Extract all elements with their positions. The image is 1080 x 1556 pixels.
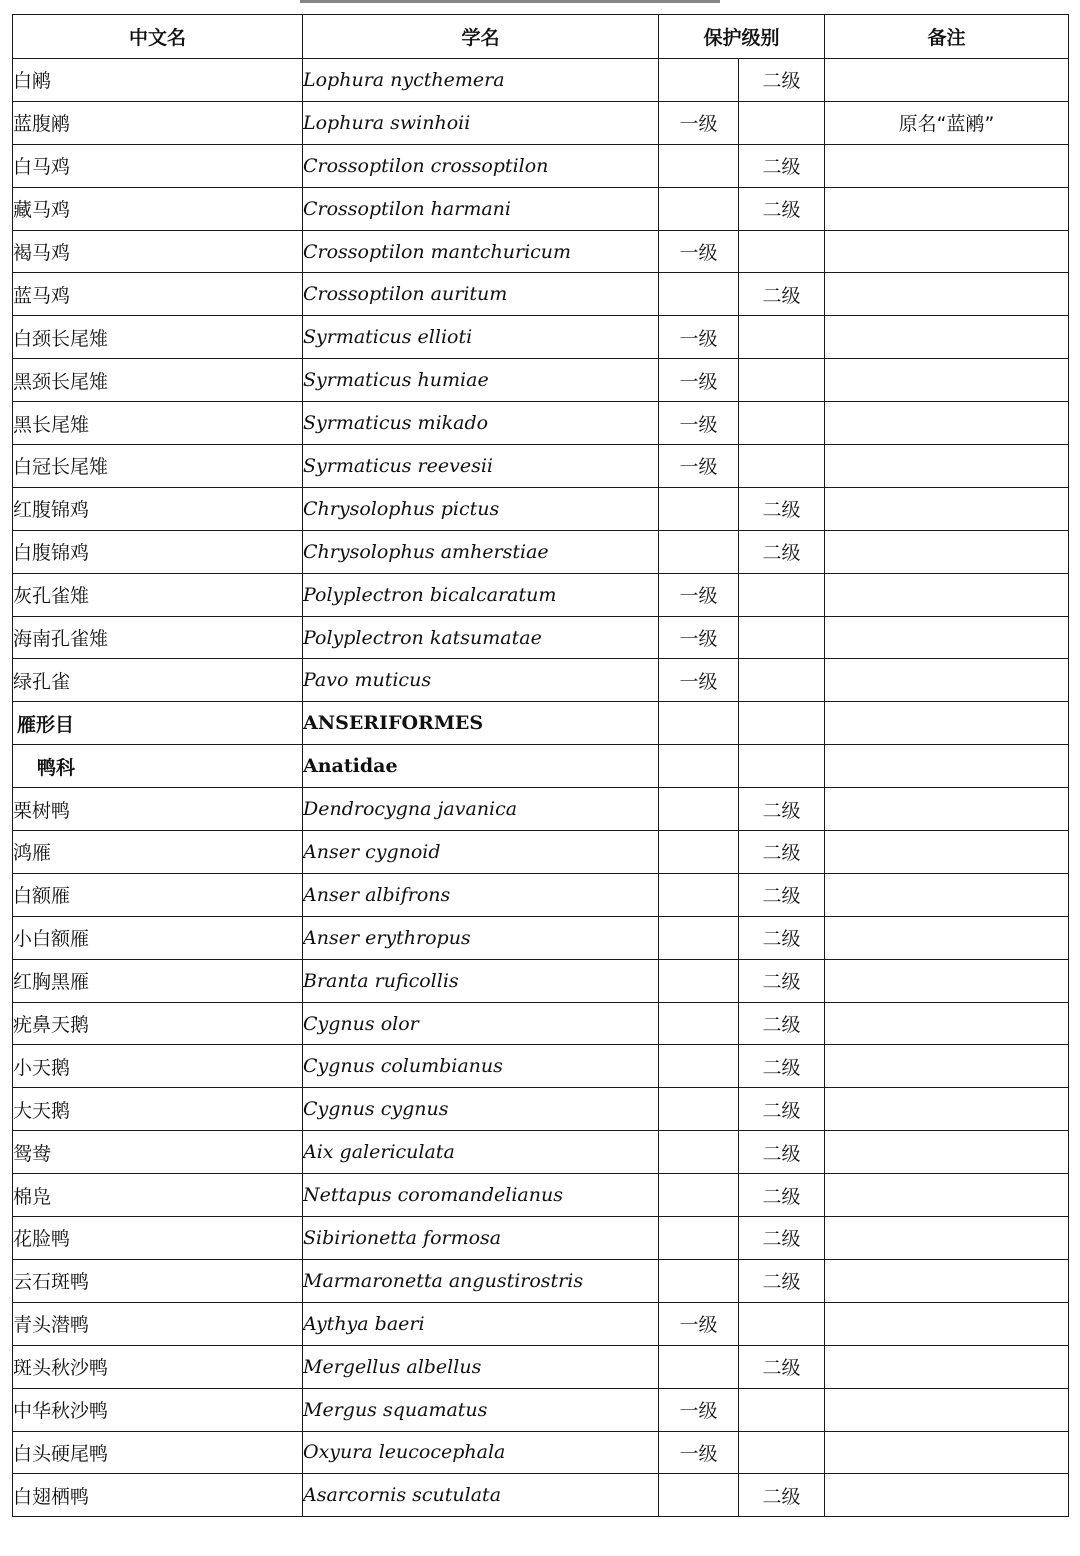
table-row xyxy=(13,788,1069,831)
cell-level-1: 一级 xyxy=(659,230,739,273)
cell-note xyxy=(825,273,1069,316)
cell-level-2 xyxy=(739,659,825,702)
cell-cn-name: 鸳鸯 xyxy=(13,1131,303,1174)
table-row xyxy=(13,1345,1069,1388)
cell-cn-name: 蓝马鸡 xyxy=(13,273,303,316)
table-row xyxy=(13,59,1069,102)
cell-level-1 xyxy=(659,59,739,102)
cell-cn-name: 鸭科 xyxy=(13,745,303,788)
cell-cn-name: 青头潜鸭 xyxy=(13,1302,303,1345)
cell-sci-name: ANSERIFORMES xyxy=(303,702,659,745)
cell-level-2: 二级 xyxy=(739,1045,825,1088)
cell-level-1 xyxy=(659,959,739,1002)
cell-note xyxy=(825,144,1069,187)
cell-cn-name: 白头硬尾鸭 xyxy=(13,1431,303,1474)
cell-sci-name: Syrmaticus humiae xyxy=(303,359,659,402)
cell-cn-name: 斑头秋沙鸭 xyxy=(13,1345,303,1388)
cell-note xyxy=(825,1131,1069,1174)
table-row xyxy=(13,1388,1069,1431)
table-row xyxy=(13,573,1069,616)
cell-sci-name: Asarcornis scutulata xyxy=(303,1474,659,1517)
cell-cn-name: 绿孔雀 xyxy=(13,659,303,702)
cell-cn-name: 鸿雁 xyxy=(13,831,303,874)
cell-cn-name: 棉凫 xyxy=(13,1174,303,1217)
header-protection-level: 保护级别 xyxy=(659,15,825,59)
cell-cn-name: 云石斑鸭 xyxy=(13,1259,303,1302)
table-row xyxy=(13,1045,1069,1088)
table-row xyxy=(13,873,1069,916)
cell-level-1 xyxy=(659,702,739,745)
cell-sci-name: Chrysolophus pictus xyxy=(303,487,659,530)
cell-level-2: 二级 xyxy=(739,959,825,1002)
cell-note xyxy=(825,1002,1069,1045)
table-row xyxy=(13,187,1069,230)
table-row xyxy=(13,1088,1069,1131)
cell-cn-name: 雁形目 xyxy=(13,702,303,745)
cell-note: 原名“蓝鹇” xyxy=(825,101,1069,144)
cell-level-2: 二级 xyxy=(739,831,825,874)
cell-note xyxy=(825,1217,1069,1260)
cell-sci-name: Syrmaticus reevesii xyxy=(303,445,659,488)
cell-sci-name: Nettapus coromandelianus xyxy=(303,1174,659,1217)
cell-level-2 xyxy=(739,230,825,273)
table-row xyxy=(13,316,1069,359)
cell-level-2 xyxy=(739,1302,825,1345)
cell-cn-name: 栗树鸭 xyxy=(13,788,303,831)
cropped-title-remnant xyxy=(300,0,720,11)
cell-sci-name: Marmaronetta angustirostris xyxy=(303,1259,659,1302)
order-row xyxy=(13,702,1069,745)
table-header-row xyxy=(13,15,1069,59)
cell-level-2: 二级 xyxy=(739,1131,825,1174)
cell-level-2 xyxy=(739,101,825,144)
cell-sci-name: Cygnus columbianus xyxy=(303,1045,659,1088)
cell-level-1 xyxy=(659,1217,739,1260)
cell-level-2: 二级 xyxy=(739,144,825,187)
cell-sci-name: Anatidae xyxy=(303,745,659,788)
cell-note xyxy=(825,187,1069,230)
cell-level-1 xyxy=(659,1174,739,1217)
cell-cn-name: 疣鼻天鹅 xyxy=(13,1002,303,1045)
cell-sci-name: Anser albifrons xyxy=(303,873,659,916)
cell-note xyxy=(825,1259,1069,1302)
cell-level-2: 二级 xyxy=(739,1474,825,1517)
table-row xyxy=(13,1302,1069,1345)
cell-level-2: 二级 xyxy=(739,487,825,530)
cell-sci-name: Syrmaticus mikado xyxy=(303,402,659,445)
cell-note xyxy=(825,873,1069,916)
header-note: 备注 xyxy=(825,15,1069,59)
cell-level-2: 二级 xyxy=(739,1217,825,1260)
cell-sci-name: Oxyura leucocephala xyxy=(303,1431,659,1474)
cell-note xyxy=(825,487,1069,530)
cell-level-1 xyxy=(659,530,739,573)
protected-species-table xyxy=(12,14,1069,1517)
cell-level-2 xyxy=(739,316,825,359)
table-row xyxy=(13,1217,1069,1260)
cell-sci-name: Crossoptilon harmani xyxy=(303,187,659,230)
cell-level-2: 二级 xyxy=(739,1002,825,1045)
cell-sci-name: Polyplectron katsumatae xyxy=(303,616,659,659)
table-row xyxy=(13,616,1069,659)
cell-sci-name: Pavo muticus xyxy=(303,659,659,702)
cell-cn-name: 白颈长尾雉 xyxy=(13,316,303,359)
cell-level-1 xyxy=(659,273,739,316)
cell-level-2: 二级 xyxy=(739,916,825,959)
cell-sci-name: Sibirionetta formosa xyxy=(303,1217,659,1260)
table-row xyxy=(13,1474,1069,1517)
cell-note xyxy=(825,745,1069,788)
table-row xyxy=(13,101,1069,144)
cell-level-1 xyxy=(659,1088,739,1131)
cell-cn-name: 白冠长尾雉 xyxy=(13,445,303,488)
cell-level-2: 二级 xyxy=(739,1174,825,1217)
cell-sci-name: Crossoptilon auritum xyxy=(303,273,659,316)
cell-sci-name: Branta ruficollis xyxy=(303,959,659,1002)
cell-cn-name: 黑颈长尾雉 xyxy=(13,359,303,402)
cell-level-1: 一级 xyxy=(659,316,739,359)
header-sci-name: 学名 xyxy=(303,15,659,59)
cell-level-1 xyxy=(659,1002,739,1045)
cell-level-1: 一级 xyxy=(659,1388,739,1431)
cell-note xyxy=(825,1431,1069,1474)
cell-level-2 xyxy=(739,745,825,788)
cell-level-1 xyxy=(659,1045,739,1088)
table-row xyxy=(13,230,1069,273)
table-row xyxy=(13,959,1069,1002)
cell-level-1 xyxy=(659,831,739,874)
cell-note xyxy=(825,1088,1069,1131)
cell-level-2: 二级 xyxy=(739,873,825,916)
cell-level-1: 一级 xyxy=(659,659,739,702)
table-row xyxy=(13,273,1069,316)
cell-level-1 xyxy=(659,788,739,831)
cell-level-1: 一级 xyxy=(659,1431,739,1474)
cell-sci-name: Crossoptilon crossoptilon xyxy=(303,144,659,187)
table-row xyxy=(13,359,1069,402)
cell-sci-name: Mergellus albellus xyxy=(303,1345,659,1388)
cell-level-2 xyxy=(739,1388,825,1431)
cell-sci-name: Chrysolophus amherstiae xyxy=(303,530,659,573)
table-row xyxy=(13,402,1069,445)
cell-cn-name: 白额雁 xyxy=(13,873,303,916)
cell-note xyxy=(825,316,1069,359)
cell-note xyxy=(825,616,1069,659)
cell-cn-name: 白腹锦鸡 xyxy=(13,530,303,573)
cell-level-1 xyxy=(659,1474,739,1517)
cell-cn-name: 大天鹅 xyxy=(13,1088,303,1131)
table-row xyxy=(13,1431,1069,1474)
cell-sci-name: Cygnus olor xyxy=(303,1002,659,1045)
cell-cn-name: 中华秋沙鸭 xyxy=(13,1388,303,1431)
cell-sci-name: Lophura nycthemera xyxy=(303,59,659,102)
cell-level-2: 二级 xyxy=(739,530,825,573)
cell-level-1: 一级 xyxy=(659,445,739,488)
cell-sci-name: Crossoptilon mantchuricum xyxy=(303,230,659,273)
table-row xyxy=(13,831,1069,874)
cell-level-2 xyxy=(739,1431,825,1474)
cell-note xyxy=(825,1345,1069,1388)
cell-level-1: 一级 xyxy=(659,616,739,659)
cell-level-2: 二级 xyxy=(739,1345,825,1388)
cell-level-2: 二级 xyxy=(739,273,825,316)
cell-level-1 xyxy=(659,487,739,530)
table-row xyxy=(13,445,1069,488)
cell-level-1 xyxy=(659,187,739,230)
cell-sci-name: Aythya baeri xyxy=(303,1302,659,1345)
cell-note xyxy=(825,530,1069,573)
cell-cn-name: 白翅栖鸭 xyxy=(13,1474,303,1517)
cell-note xyxy=(825,445,1069,488)
table-body xyxy=(13,59,1069,1517)
cell-note xyxy=(825,1388,1069,1431)
cell-level-2 xyxy=(739,616,825,659)
cell-sci-name: Anser erythropus xyxy=(303,916,659,959)
cell-level-2: 二级 xyxy=(739,187,825,230)
cell-cn-name: 小白额雁 xyxy=(13,916,303,959)
cell-level-2: 二级 xyxy=(739,1259,825,1302)
cell-cn-name: 白鹇 xyxy=(13,59,303,102)
cell-cn-name: 藏马鸡 xyxy=(13,187,303,230)
table-row xyxy=(13,144,1069,187)
cell-level-1: 一级 xyxy=(659,1302,739,1345)
cell-level-2: 二级 xyxy=(739,1088,825,1131)
cell-note xyxy=(825,230,1069,273)
cell-note xyxy=(825,659,1069,702)
cell-cn-name: 黑长尾雉 xyxy=(13,402,303,445)
table-row xyxy=(13,1002,1069,1045)
cell-note xyxy=(825,1045,1069,1088)
cell-level-1 xyxy=(659,1259,739,1302)
cell-note xyxy=(825,831,1069,874)
cell-level-2 xyxy=(739,445,825,488)
cell-level-1: 一级 xyxy=(659,402,739,445)
cell-note xyxy=(825,1302,1069,1345)
cell-cn-name: 红腹锦鸡 xyxy=(13,487,303,530)
cell-note xyxy=(825,1474,1069,1517)
cell-level-2 xyxy=(739,573,825,616)
cell-cn-name: 海南孔雀雉 xyxy=(13,616,303,659)
cell-note xyxy=(825,59,1069,102)
cell-level-1 xyxy=(659,1345,739,1388)
cell-level-2: 二级 xyxy=(739,788,825,831)
cell-sci-name: Aix galericulata xyxy=(303,1131,659,1174)
cell-note xyxy=(825,702,1069,745)
cell-cn-name: 褐马鸡 xyxy=(13,230,303,273)
cell-sci-name: Anser cygnoid xyxy=(303,831,659,874)
cell-note xyxy=(825,916,1069,959)
cell-level-1 xyxy=(659,745,739,788)
cell-level-2 xyxy=(739,402,825,445)
cell-cn-name: 小天鹅 xyxy=(13,1045,303,1088)
header-cn-name: 中文名 xyxy=(13,15,303,59)
cell-level-2: 二级 xyxy=(739,59,825,102)
cell-level-1: 一级 xyxy=(659,573,739,616)
table-row xyxy=(13,916,1069,959)
cell-level-2 xyxy=(739,702,825,745)
cell-note xyxy=(825,788,1069,831)
cell-cn-name: 灰孔雀雉 xyxy=(13,573,303,616)
cell-note xyxy=(825,359,1069,402)
cell-level-1 xyxy=(659,144,739,187)
cell-sci-name: Syrmaticus ellioti xyxy=(303,316,659,359)
cell-sci-name: Dendrocygna javanica xyxy=(303,788,659,831)
cell-cn-name: 蓝腹鹇 xyxy=(13,101,303,144)
table-row xyxy=(13,1131,1069,1174)
cell-level-1: 一级 xyxy=(659,359,739,402)
cell-sci-name: Mergus squamatus xyxy=(303,1388,659,1431)
cell-sci-name: Cygnus cygnus xyxy=(303,1088,659,1131)
cell-cn-name: 白马鸡 xyxy=(13,144,303,187)
cell-note xyxy=(825,402,1069,445)
table-row xyxy=(13,1259,1069,1302)
cell-level-1: 一级 xyxy=(659,101,739,144)
cell-level-2 xyxy=(739,359,825,402)
cell-note xyxy=(825,959,1069,1002)
table-row xyxy=(13,1174,1069,1217)
cell-level-1 xyxy=(659,1131,739,1174)
cell-level-1 xyxy=(659,916,739,959)
cell-level-1 xyxy=(659,873,739,916)
cell-note xyxy=(825,1174,1069,1217)
cell-sci-name: Polyplectron bicalcaratum xyxy=(303,573,659,616)
cell-note xyxy=(825,573,1069,616)
table-row xyxy=(13,487,1069,530)
family-row xyxy=(13,745,1069,788)
cell-sci-name: Lophura swinhoii xyxy=(303,101,659,144)
cell-cn-name: 红胸黑雁 xyxy=(13,959,303,1002)
table-row xyxy=(13,659,1069,702)
table-row xyxy=(13,530,1069,573)
cell-cn-name: 花脸鸭 xyxy=(13,1217,303,1260)
